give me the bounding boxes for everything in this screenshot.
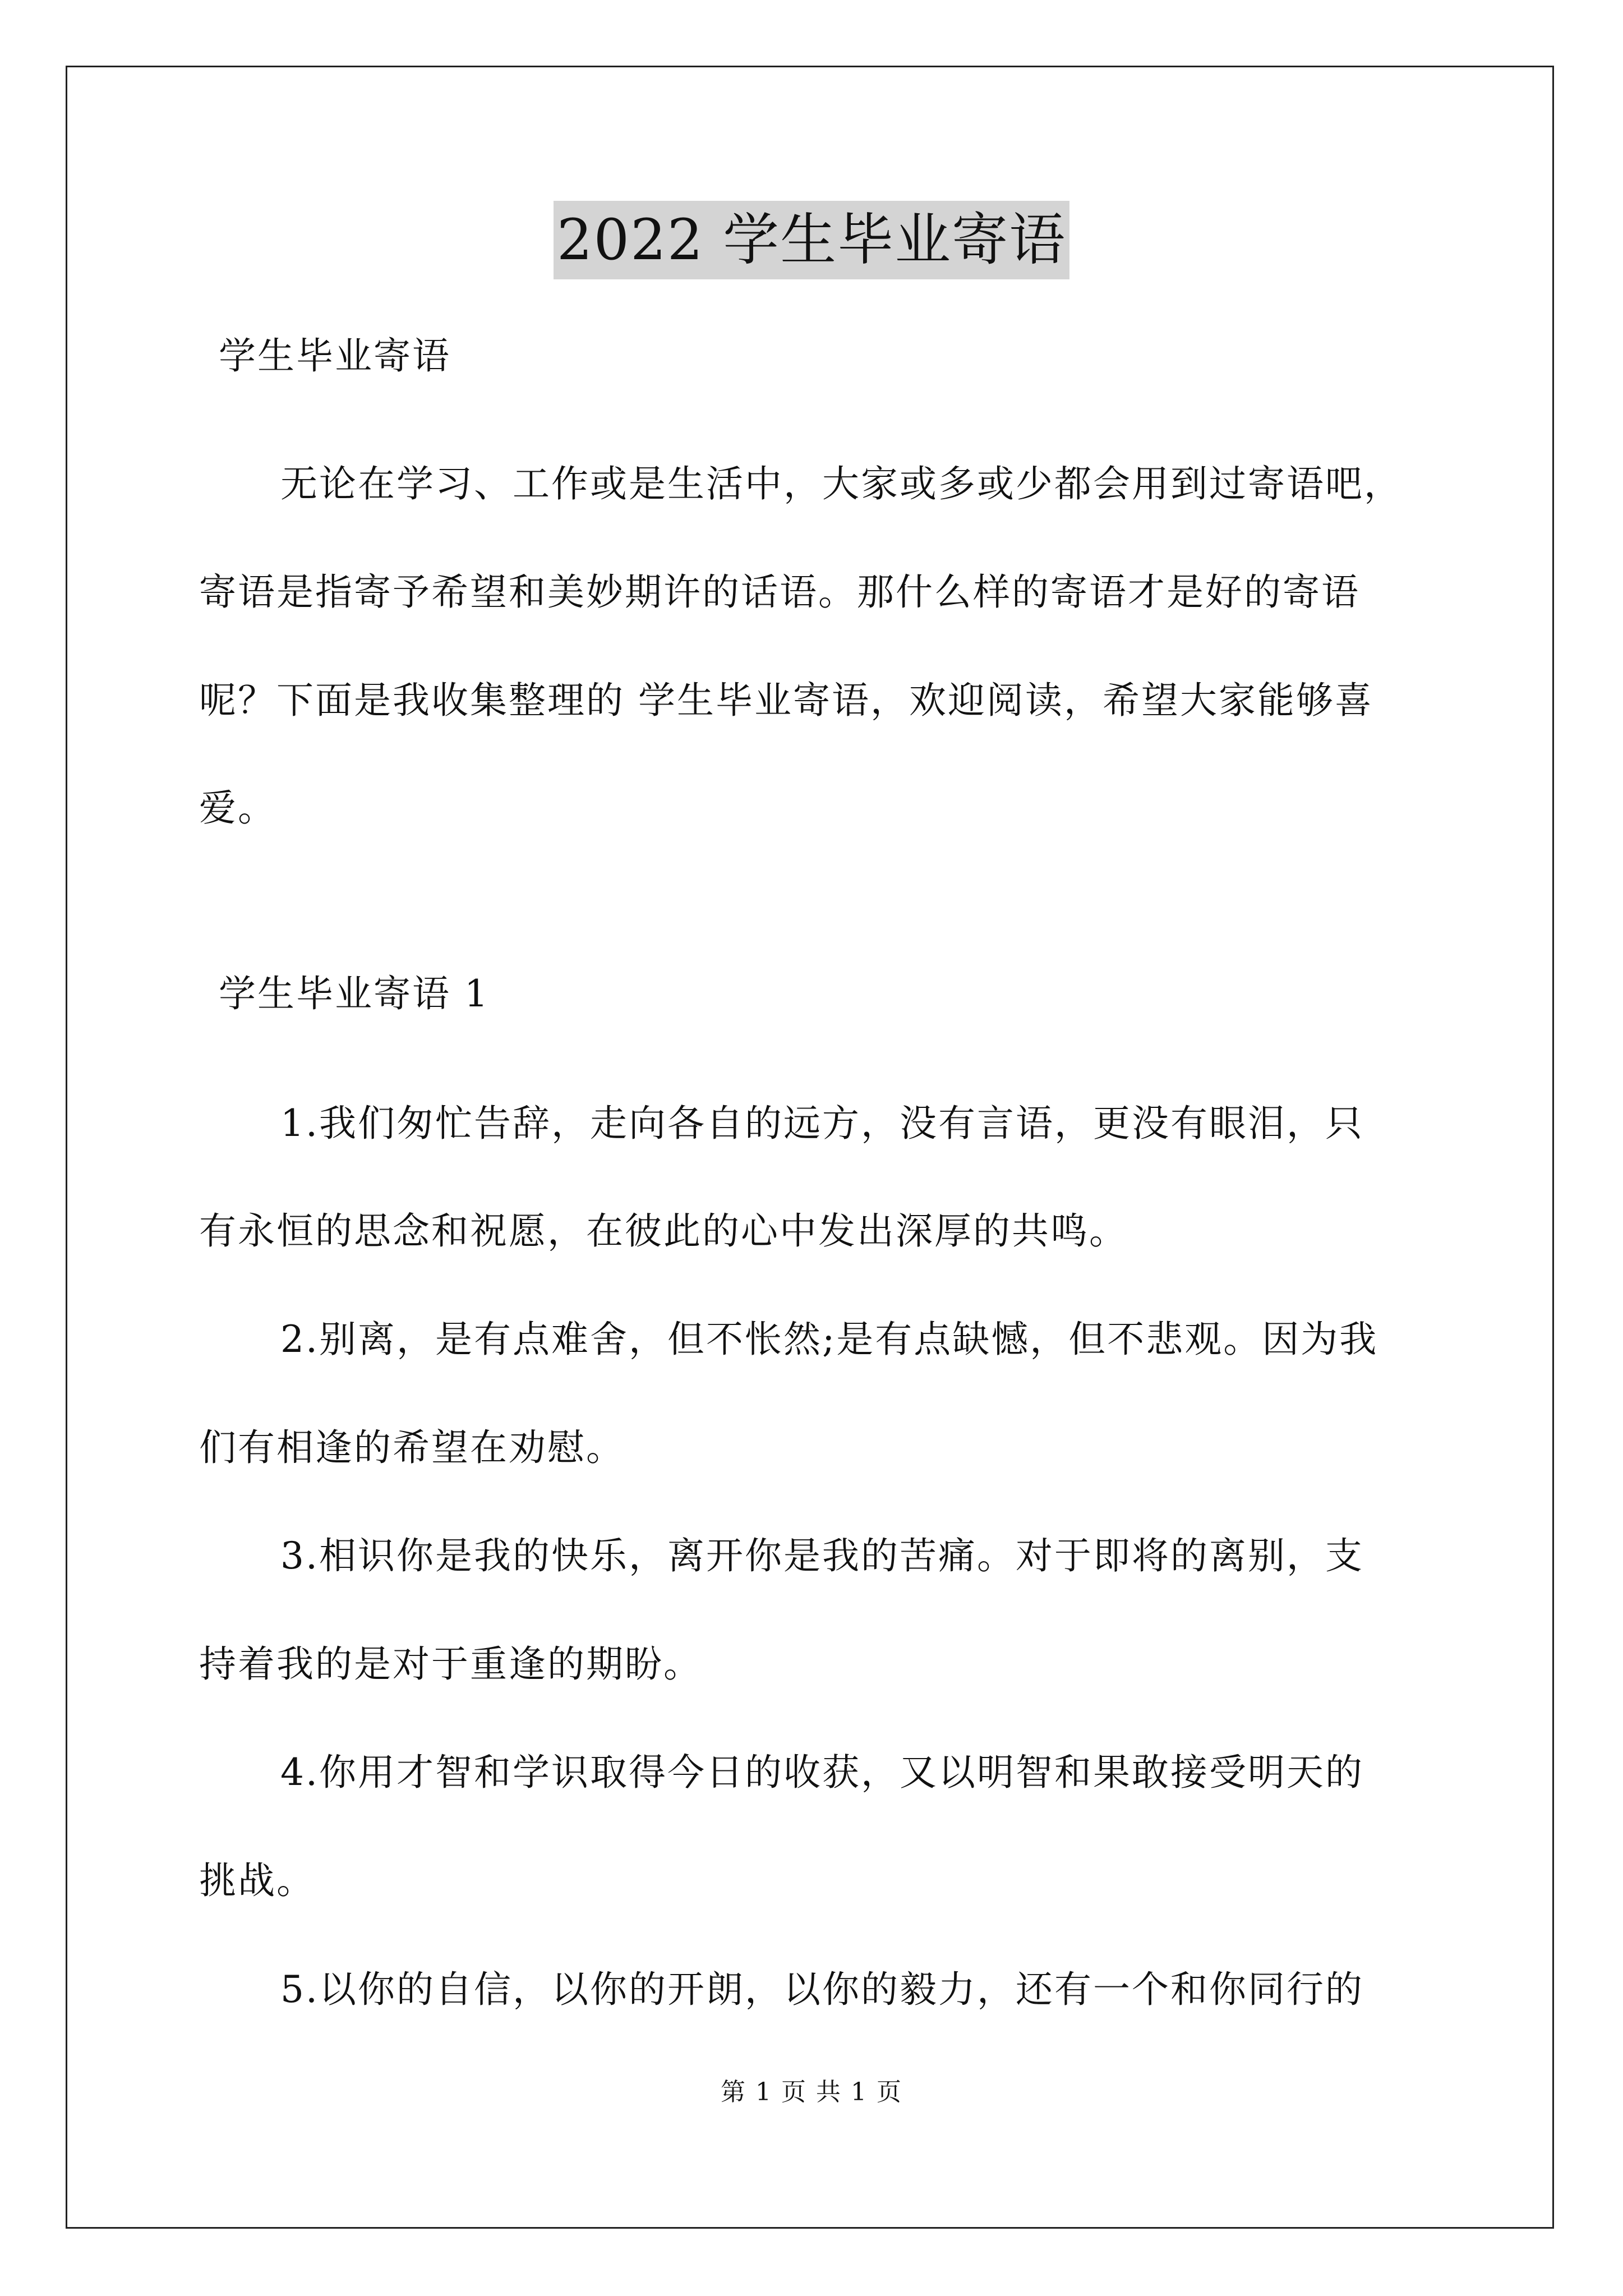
paragraph-line: 2.别离，是有点难舍，但不怅然;是有点缺憾，但不悲观。因为我 (280, 1318, 1378, 1361)
title-container (0, 201, 1623, 279)
paragraph-line: 3.相识你是我的快乐，离开你是我的苦痛。对于即将的离别，支 (280, 1534, 1364, 1577)
document-title: 2022 学生毕业寄语 (554, 201, 1069, 279)
paragraph-line: 有永恒的思念和祝愿，在彼此的心中发出深厚的共鸣。 (199, 1209, 1128, 1253)
paragraph-line: 4.你用才智和学识取得今日的收获，又以明智和果敢接受明天的 (280, 1751, 1364, 1794)
subtitle-line: 学生毕业寄语 (219, 334, 451, 378)
paragraph-line: 5.以你的自信，以你的开朗，以你的毅力，还有一个和你同行的 (280, 1968, 1364, 2011)
section-heading: 学生毕业寄语 1 (219, 972, 490, 1015)
paragraph-line: 1.我们匆忙告辞，走向各自的远方，没有言语，更没有眼泪，只 (280, 1102, 1364, 1145)
page-footer: 第 1 页 共 1 页 (721, 2078, 902, 2106)
paragraph-line: 寄语是指寄予希望和美妙期许的话语。那什么样的寄语才是好的寄语 (199, 570, 1360, 614)
paragraph-line: 持着我的是对于重逢的期盼。 (199, 1642, 702, 1686)
paragraph-line: 爱。 (199, 786, 276, 830)
paragraph-line: 呢？下面是我收集整理的 学生毕业寄语，欢迎阅读，希望大家能够喜 (199, 679, 1373, 722)
paragraph-line: 挑战。 (199, 1859, 315, 1902)
paragraph-line: 无论在学习、工作或是生活中，大家或多或少都会用到过寄语吧， (280, 462, 1403, 505)
paragraph-line: 们有相逢的希望在劝慰。 (199, 1426, 625, 1469)
